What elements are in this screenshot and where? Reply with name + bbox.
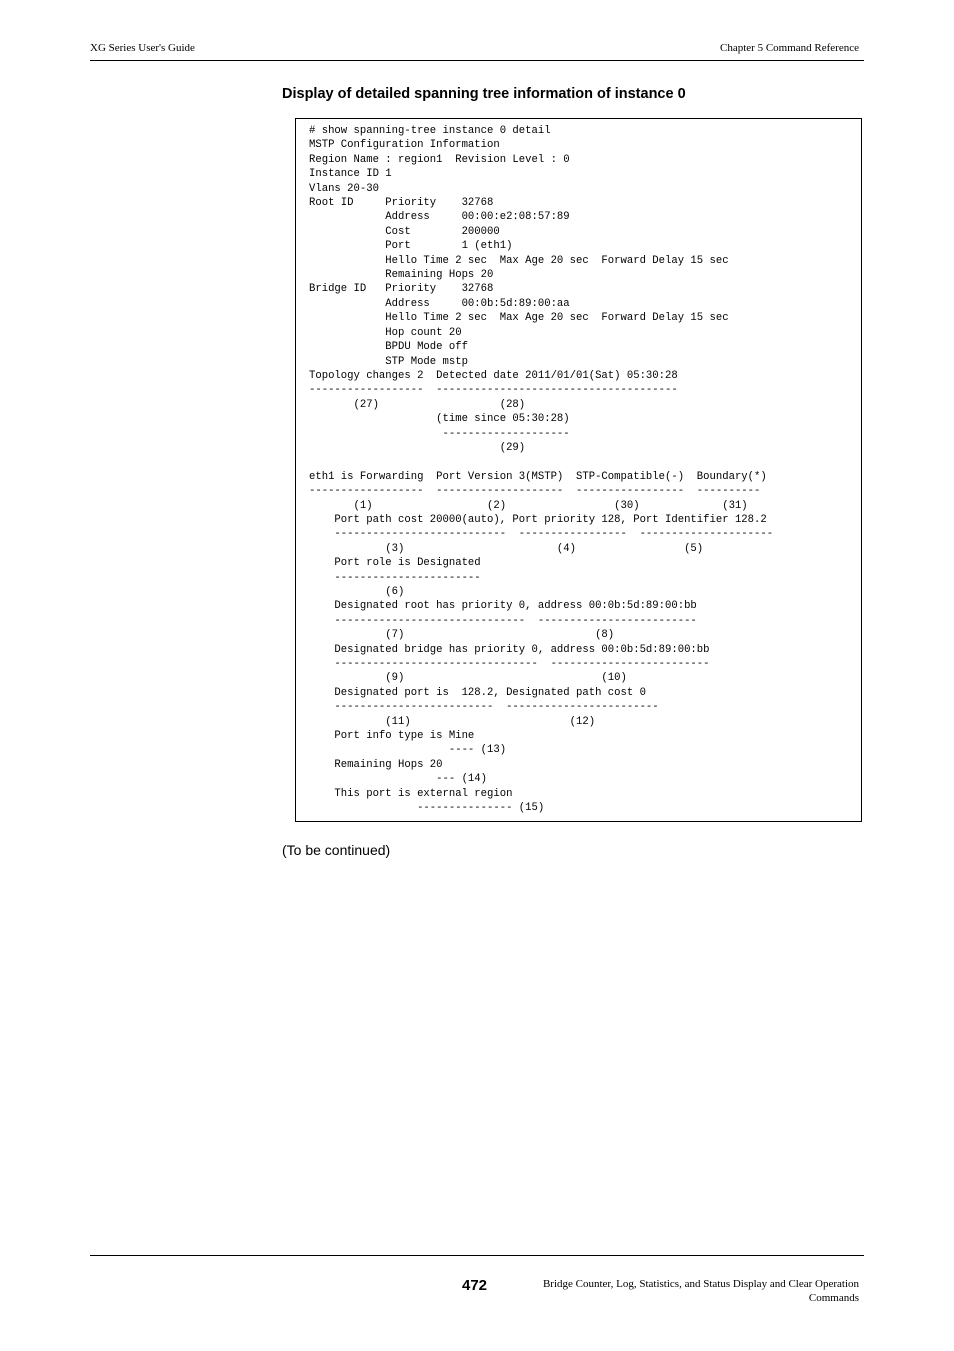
cli-line: Designated port is 128.2, Designated path cost 0	[309, 686, 646, 699]
cli-line: Topology changes 2 Detected date 2011/01/01(Sat) 05:30:28	[309, 369, 678, 382]
header-guide-title: XG Series User's Guide	[90, 42, 195, 54]
cli-line: Address 00:0b:5d:89:00:aa	[309, 297, 570, 310]
cli-line	[309, 455, 773, 469]
cli-line: Remaining Hops 20	[309, 269, 494, 282]
cli-line: (9) (10)	[309, 672, 627, 685]
cli-line: (time since 05:30:28)	[309, 413, 570, 426]
cli-line: Designated root has priority 0, address 00:0b:5d:89:00:bb	[309, 600, 697, 613]
cli-line: --------------------	[309, 427, 570, 440]
header-divider	[90, 60, 864, 61]
cli-line: Bridge ID Priority 32768	[309, 283, 494, 296]
cli-line: ------------------------------ -------------------------	[309, 614, 697, 627]
cli-line: This port is external region	[309, 787, 513, 800]
cli-line: (27) (28)	[309, 398, 526, 411]
cli-line: (7) (8)	[309, 629, 615, 642]
cli-line: -------------------------------- -------------------------	[309, 658, 710, 671]
cli-line: Hello Time 2 sec Max Age 20 sec Forward Delay 15 sec	[309, 254, 729, 267]
section-title: Display of detailed spanning tree information of instance 0	[282, 86, 686, 102]
cli-line: (3) (4) (5)	[309, 542, 704, 555]
cli-line: eth1 is Forwarding Port Version 3(MSTP) STP-Compatible(-) Boundary(*)	[309, 470, 767, 483]
cli-line: Port path cost 20000(auto), Port priority 128, Port Identifier 128.2	[309, 513, 767, 526]
cli-line: Port info type is Mine	[309, 730, 475, 743]
cli-output-box	[295, 118, 862, 822]
cli-line: Address 00:00:e2:08:57:89	[309, 211, 570, 224]
cli-line: Hop count 20	[309, 326, 462, 339]
cli-line: Root ID Priority 32768	[309, 197, 494, 210]
cli-line: MSTP Configuration Information	[309, 139, 500, 152]
cli-line: ------------------------- ------------------------	[309, 701, 659, 714]
cli-line: BPDU Mode off	[309, 341, 468, 354]
footer-title-line-1: Bridge Counter, Log, Statistics, and Status Display and Clear Operation	[542, 1278, 859, 1290]
continued-note: (To be continued)	[282, 842, 391, 858]
cli-line: ------------------ --------------------------------------	[309, 384, 678, 397]
cli-line: Port 1 (eth1)	[309, 240, 513, 253]
cli-line: Region Name : region1 Revision Level : 0	[309, 153, 570, 166]
cli-line: Cost 200000	[309, 225, 500, 238]
cli-line: (1) (2) (30) (31)	[309, 499, 748, 512]
cli-line: Vlans 20-30	[309, 182, 379, 195]
cli-line: --- (14)	[309, 773, 488, 786]
cli-line: Remaining Hops 20	[309, 758, 443, 771]
cli-line: Designated bridge has priority 0, address 00:0b:5d:89:00:bb	[309, 643, 710, 656]
page-number: 472	[462, 1277, 488, 1294]
cli-line: Instance ID 1	[309, 168, 392, 181]
header-chapter-title: Chapter 5 Command Reference	[720, 42, 859, 54]
cli-line: Hello Time 2 sec Max Age 20 sec Forward Delay 15 sec	[309, 312, 729, 325]
footer-section-title	[479, 1278, 859, 1305]
cli-line: -----------------------	[309, 571, 481, 584]
cli-line: --------------- (15)	[309, 802, 545, 815]
cli-output-text	[309, 124, 773, 816]
cli-line: Port role is Designated	[309, 557, 481, 570]
cli-line: ---- (13)	[309, 744, 507, 757]
cli-line: STP Mode mstp	[309, 355, 468, 368]
cli-line: (29)	[309, 441, 526, 454]
cli-line: --------------------------- ----------------- ---------------------	[309, 528, 774, 541]
cli-line: (11) (12)	[309, 715, 596, 728]
cli-line: (6)	[309, 586, 405, 598]
cli-line: # show spanning-tree instance 0 detail	[309, 125, 551, 137]
footer-title-line-2: Commands	[808, 1291, 859, 1304]
footer-divider	[90, 1255, 864, 1256]
cli-line: ------------------ -------------------- ----------------- ----------	[309, 485, 761, 498]
